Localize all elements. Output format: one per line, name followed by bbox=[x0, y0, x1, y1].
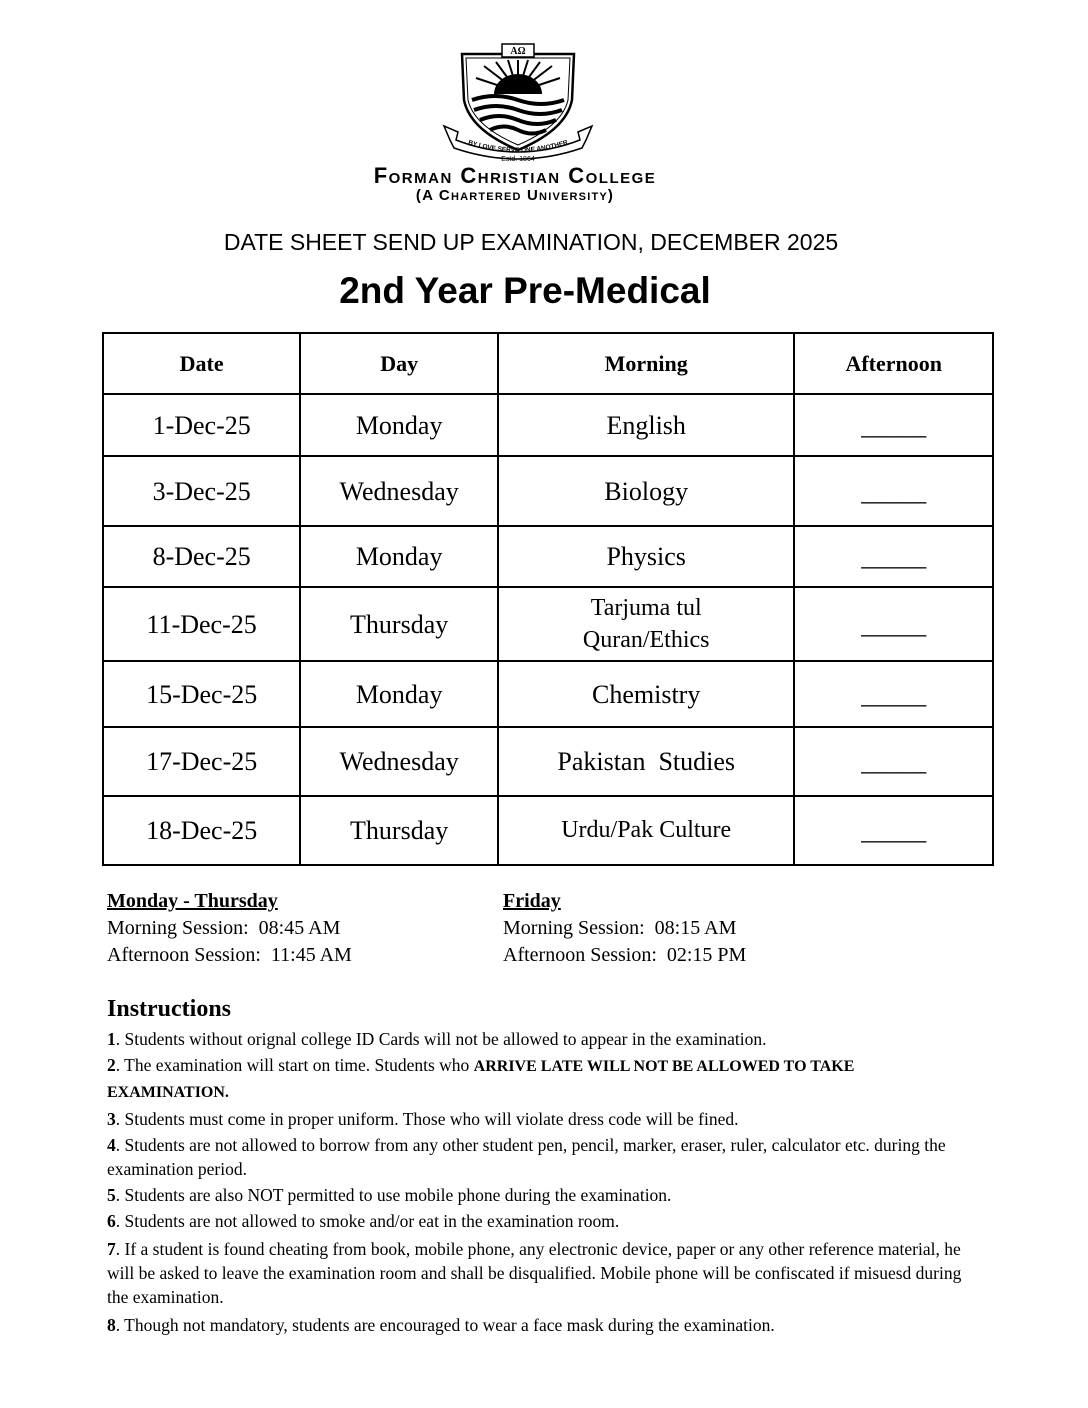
college-subtitle: (A Chartered University) bbox=[415, 187, 615, 204]
day-cell: Monday bbox=[300, 394, 498, 456]
date-cell: 18-Dec-25 bbox=[103, 796, 300, 865]
day-cell: Thursday bbox=[300, 796, 498, 865]
friday-afternoon-session: Afternoon Session: 02:15 PM bbox=[503, 944, 747, 966]
svg-text:Estd. 1864: Estd. 1864 bbox=[501, 156, 535, 163]
morning-subject-cell: Biology bbox=[498, 456, 794, 526]
instruction-text: . Though not mandatory, students are encouraged to wear a face mask during the examination. bbox=[115, 1315, 775, 1335]
date-cell: 3-Dec-25 bbox=[103, 456, 300, 526]
table-row bbox=[103, 587, 993, 661]
instructions-section bbox=[107, 996, 977, 1339]
instruction-item bbox=[107, 1107, 977, 1131]
friday-morning-session: Morning Session: 08:15 AM bbox=[503, 917, 737, 939]
morning-subject-line: Tarjuma tul bbox=[590, 595, 702, 621]
morning-subject-line: Quran/Ethics bbox=[582, 627, 710, 653]
instruction-item bbox=[107, 1027, 977, 1051]
instruction-number: 7 bbox=[107, 1239, 116, 1259]
instruction-text: . The examination will start on time. Students who bbox=[115, 1055, 474, 1075]
day-cell: Monday bbox=[300, 661, 498, 727]
column-header-day: Day bbox=[300, 333, 498, 394]
afternoon-subject-cell: _____ bbox=[794, 727, 993, 796]
instruction-number: 2 bbox=[107, 1055, 116, 1075]
weekday-session-heading: Monday - Thursday bbox=[107, 890, 278, 912]
instruction-number: 6 bbox=[107, 1211, 116, 1231]
instruction-item bbox=[107, 1183, 977, 1207]
instruction-item bbox=[107, 1209, 977, 1233]
column-header-morning: Morning bbox=[498, 333, 794, 394]
instruction-number: 3 bbox=[107, 1109, 116, 1129]
afternoon-subject-cell: _____ bbox=[794, 394, 993, 456]
instruction-text: . Students are also NOT permitted to use mobile phone during the examination. bbox=[115, 1185, 672, 1205]
table-row bbox=[103, 661, 993, 727]
morning-subject-cell bbox=[498, 587, 794, 661]
instruction-item bbox=[107, 1313, 977, 1337]
instruction-emphasis: ARRIVE LATE WILL NOT BE ALLOWED TO TAKE EXAMINATION. bbox=[107, 1058, 855, 1101]
instruction-item bbox=[107, 1053, 977, 1105]
morning-subject-cell: Urdu/Pak Culture bbox=[498, 796, 794, 865]
afternoon-subject-cell: _____ bbox=[794, 796, 993, 865]
date-cell: 11-Dec-25 bbox=[103, 587, 300, 661]
table-row bbox=[103, 796, 993, 865]
morning-subject-cell: English bbox=[498, 394, 794, 456]
college-crest-logo bbox=[436, 40, 600, 168]
column-header-date: Date bbox=[103, 333, 300, 394]
column-header-afternoon: Afternoon bbox=[794, 333, 993, 394]
date-sheet-heading: DATE SHEET SEND UP EXAMINATION, DECEMBER 2025 bbox=[223, 229, 839, 255]
instruction-number: 8 bbox=[107, 1315, 116, 1335]
svg-text:BY LOVE SERVE ONE ANOTHER: BY LOVE SERVE ONE ANOTHER bbox=[467, 139, 569, 155]
instruction-text: . Students are not allowed to smoke and/or eat in the examination room. bbox=[115, 1211, 620, 1231]
friday-session-times bbox=[503, 888, 746, 969]
instruction-item bbox=[107, 1237, 977, 1309]
day-cell: Wednesday bbox=[300, 456, 498, 526]
instruction-text: . Students are not allowed to borrow from any other student pen, pencil, marker, eraser, ruler, calculator etc. during the examination period. bbox=[107, 1135, 946, 1179]
date-sheet-table bbox=[102, 332, 994, 866]
date-cell: 15-Dec-25 bbox=[103, 661, 300, 727]
instruction-number: 4 bbox=[107, 1135, 116, 1155]
weekday-morning-session: Morning Session: 08:45 AM bbox=[107, 917, 341, 939]
afternoon-subject-cell: _____ bbox=[794, 456, 993, 526]
table-header-row bbox=[103, 333, 993, 394]
morning-subject-cell: Physics bbox=[498, 526, 794, 587]
program-title: 2nd Year Pre-Medical bbox=[339, 270, 711, 311]
table-row bbox=[103, 394, 993, 456]
instructions-title: Instructions bbox=[107, 996, 232, 1022]
instruction-item bbox=[107, 1133, 977, 1181]
instruction-text: . If a student is found cheating from book, mobile phone, any electronic device, paper or any other reference material, he will be asked to leave the examination room and shall be disqualified. Mobile phone will be confiscated if misuesd during the examination. bbox=[107, 1239, 962, 1307]
afternoon-subject-cell: _____ bbox=[794, 526, 993, 587]
weekday-afternoon-session: Afternoon Session: 11:45 AM bbox=[107, 944, 352, 966]
instruction-number: 1 bbox=[107, 1029, 116, 1049]
table-row bbox=[103, 456, 993, 526]
instruction-text: . Students must come in proper uniform. Those who will violate dress code will be fined. bbox=[115, 1109, 739, 1129]
date-cell: 1-Dec-25 bbox=[103, 394, 300, 456]
weekday-session-times bbox=[107, 888, 352, 969]
date-cell: 8-Dec-25 bbox=[103, 526, 300, 587]
table-row bbox=[103, 727, 993, 796]
day-cell: Monday bbox=[300, 526, 498, 587]
svg-text:AΩ: AΩ bbox=[510, 46, 526, 57]
instruction-number: 5 bbox=[107, 1185, 116, 1205]
afternoon-subject-cell: _____ bbox=[794, 661, 993, 727]
morning-subject-cell: Pakistan Studies bbox=[498, 727, 794, 796]
day-cell: Thursday bbox=[300, 587, 498, 661]
friday-session-heading: Friday bbox=[503, 890, 561, 912]
morning-subject-cell: Chemistry bbox=[498, 661, 794, 727]
table-row bbox=[103, 526, 993, 587]
afternoon-subject-cell: _____ bbox=[794, 587, 993, 661]
college-name: Forman Christian College bbox=[373, 163, 657, 188]
date-cell: 17-Dec-25 bbox=[103, 727, 300, 796]
day-cell: Wednesday bbox=[300, 727, 498, 796]
instruction-text: . Students without orignal college ID Cards will not be allowed to appear in the examination. bbox=[115, 1029, 767, 1049]
